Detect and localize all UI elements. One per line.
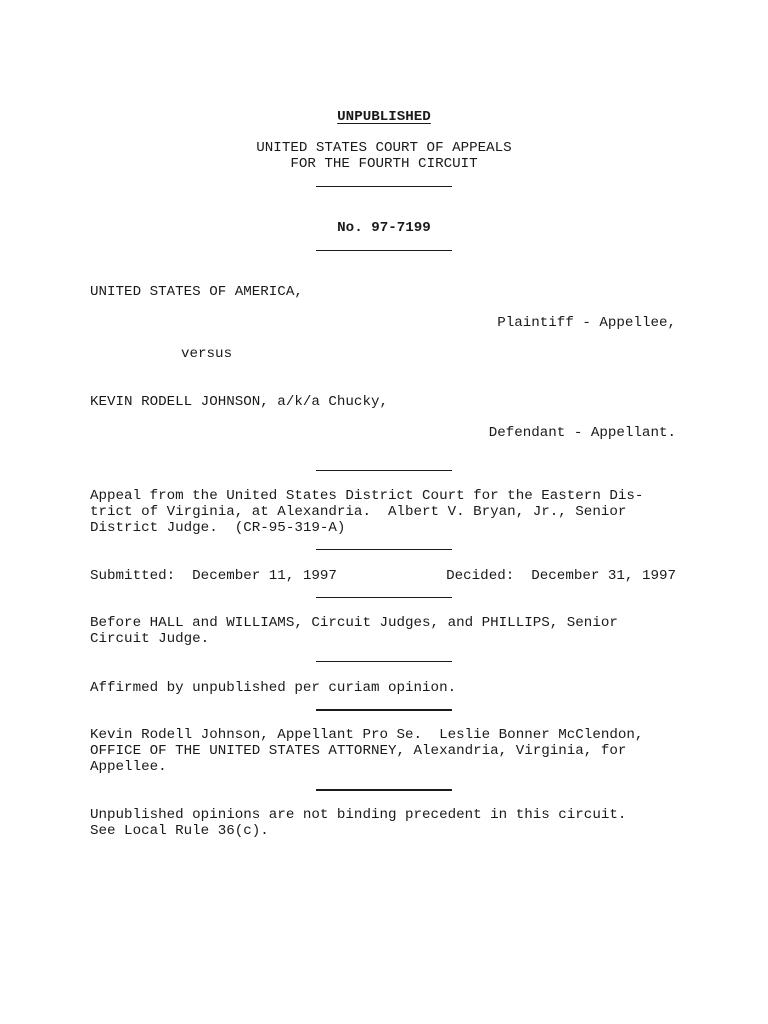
defendant-role: Defendant - Appellant. bbox=[488, 425, 676, 441]
counsel-line: Kevin Rodell Johnson, Appellant Pro Se. Leslie Bonner McClendon, bbox=[90, 727, 644, 743]
appeal-paragraph bbox=[90, 488, 677, 536]
plaintiff-name: UNITED STATES OF AMERICA, bbox=[90, 284, 303, 300]
divider-rule bbox=[316, 186, 452, 187]
panel-paragraph bbox=[90, 615, 677, 647]
counsel-paragraph bbox=[90, 727, 677, 775]
notice-line: Unpublished opinions are not binding precedent in this circuit. bbox=[90, 807, 627, 823]
case-number: No. 97-7199 bbox=[337, 220, 431, 236]
divider-rule bbox=[316, 250, 452, 251]
court-name-line2: FOR THE FOURTH CIRCUIT bbox=[290, 156, 478, 172]
notice-line: See Local Rule 36(c). bbox=[90, 823, 269, 839]
defendant-name: KEVIN RODELL JOHNSON, a/k/a Chucky, bbox=[90, 394, 388, 410]
divider-rule bbox=[316, 597, 452, 598]
court-name-line1: UNITED STATES COURT OF APPEALS bbox=[256, 140, 512, 156]
counsel-line: OFFICE OF THE UNITED STATES ATTORNEY, Alexandria, Virginia, for bbox=[90, 743, 627, 759]
divider-rule bbox=[316, 789, 452, 791]
disposition-text: Affirmed by unpublished per curiam opinion. bbox=[90, 680, 457, 696]
panel-line: Circuit Judge. bbox=[90, 631, 210, 647]
decided-date: Decided: December 31, 1997 bbox=[446, 568, 676, 584]
divider-rule bbox=[316, 549, 452, 550]
divider-rule bbox=[316, 709, 452, 711]
appeal-line: Appeal from the United States District Court for the Eastern Dis- bbox=[90, 488, 644, 504]
counsel-line: Appellee. bbox=[90, 759, 167, 775]
panel-line: Before HALL and WILLIAMS, Circuit Judges, and PHILLIPS, Senior bbox=[90, 615, 618, 631]
notice-paragraph bbox=[90, 807, 677, 839]
appeal-line: trict of Virginia, at Alexandria. Albert V. Bryan, Jr., Senior bbox=[90, 504, 627, 520]
appeal-line: District Judge. (CR-95-319-A) bbox=[90, 520, 346, 536]
unpublished-heading: UNPUBLISHED bbox=[337, 109, 431, 125]
divider-rule bbox=[316, 661, 452, 662]
divider-rule bbox=[316, 470, 452, 471]
versus-label: versus bbox=[181, 346, 233, 362]
plaintiff-role: Plaintiff - Appellee, bbox=[497, 315, 676, 331]
submitted-date: Submitted: December 11, 1997 bbox=[90, 568, 337, 584]
